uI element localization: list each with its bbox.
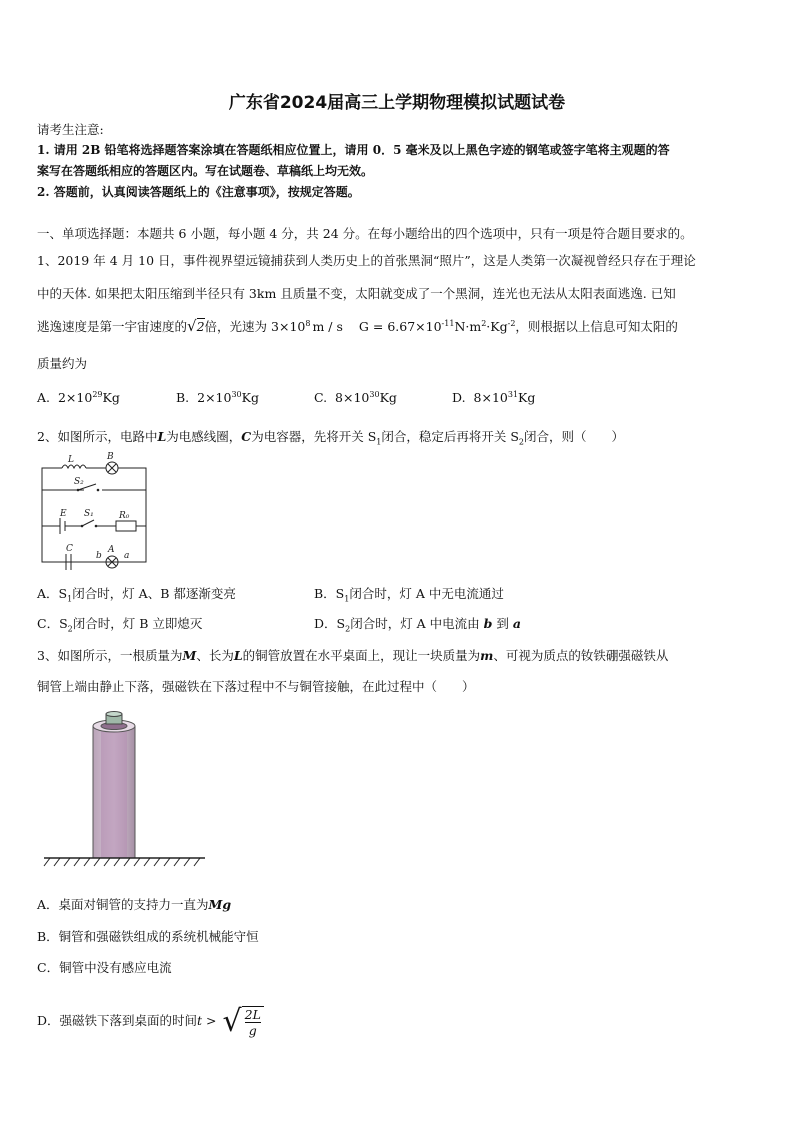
sqrt-fraction: √ $\frac{2L}{g}$ [223, 1004, 264, 1039]
label-c: C [66, 544, 73, 554]
q1-line-3: 逃逸速度是第一宇宙速度的√2倍，光速为 $3\times 10^8$ m / s $G = 6.67\times 10^{-11}N\cdot m^2\cdot Kg^{-2}$，则根据以上信息可知太阳的 [37, 317, 678, 335]
q2-stem: 2、如图所示，电路中L为电感线圈，C为电容器，先将开关 $S_1$闭合，稳定后再将开关 $S_2$闭合，则（ ） [37, 429, 625, 447]
q3-line-1: 3、如图所示，一根质量为M、长为L的铜管放置在水平桌面上，现让一块质量为m、可视为质点的钕铁硼强磁铁从 [37, 648, 669, 663]
sqrt-symbol: √ [187, 317, 197, 335]
light-speed: $3\times 10^8$ m / s [271, 318, 343, 334]
label-l: L [68, 455, 74, 465]
label-b-lower: b [96, 551, 102, 561]
q1-line-4: 质量约为 [37, 356, 88, 371]
notice-item-1-cont: 案写在答题纸相应的答题区内。写在试题卷、草稿纸上均无效。 [37, 164, 374, 178]
sqrt-2: 2 [196, 319, 205, 334]
circuit-diagram [38, 450, 153, 575]
notice-heading: 请考生注意: [37, 122, 104, 137]
label-e: E [60, 509, 67, 519]
q2-option-c: C．$S_2$闭合时，灯 B 立即熄灭 [37, 616, 203, 634]
q1-option-b: B. $2\times 10^{30}Kg$ [176, 390, 259, 406]
copper-tube-figure [40, 708, 210, 873]
q2-option-b: B．$S_1$闭合时，灯 A 中无电流通过 [314, 586, 504, 604]
page-title: 广东省2024届高三上学期物理模拟试题试卷 [228, 93, 566, 113]
label-b: B [107, 452, 114, 462]
section-heading: 一、单项选择题：本题共 6 小题，每小题 4 分，共 24 分。在每小题给出的四个选项中，只有一项是符合题目要求的。 [37, 226, 693, 241]
label-a-lamp: A [108, 545, 115, 555]
q3-option-b: B．铜管和强磁铁组成的系统机械能守恒 [37, 929, 259, 944]
q3-option-d: D．强磁铁下落到桌面的时间t > √ $\frac{2L}{g}$ [37, 1004, 264, 1039]
q1-line-1: 1、2019 年 4 月 10 日，事件视界望远镜捕获到人类历史上的首张黑洞“照片”，这是人类第一次凝视曾经只存在于理论 [37, 253, 696, 268]
notice-item-1: 1. 请用 2B 铅笔将选择题答案涂填在答题纸相应位置上，请用 0．5 毫米及以上黑色字迹的钢笔或签字笔将主观题的答 [37, 143, 670, 157]
q2-option-d: D．$S_2$闭合时，灯 A 中电流由 b 到 a [314, 616, 521, 634]
label-a-lower: a [124, 551, 130, 561]
q1-option-c: C. $8\times 10^{30}Kg$ [314, 390, 397, 406]
q1-line-2: 中的天体. 如果把太阳压缩到半径只有 3km 且质量不变，太阳就变成了一个黑洞，连光也无法从太阳表面逃逸. 已知 [37, 286, 676, 301]
q3-line-2: 铜管上端由静止下落，强磁铁在下落过程中不与铜管接触，在此过程中（ ） [37, 679, 475, 694]
q3-option-c: C．铜管中没有感应电流 [37, 960, 172, 975]
q1-option-d: D. $8\times 10^{31}Kg$ [452, 390, 536, 406]
inductor-coil [62, 465, 86, 468]
tube-inner [101, 730, 127, 858]
gravitational-constant: $G = 6.67\times 10^{-11}N\cdot m^2\cdot Kg^{-2}$ [358, 318, 516, 334]
q2-option-a: A．$S_1$闭合时，灯 A、B 都逐渐变亮 [37, 586, 236, 604]
label-s2: S₂ [74, 477, 84, 487]
label-s1: S₁ [84, 509, 94, 519]
q3-option-a: A．桌面对铜管的支持力一直为Mg [37, 897, 232, 912]
q1-option-a: A. $2\times 10^{29}Kg$ [37, 390, 120, 406]
resistor-r0 [116, 521, 136, 531]
notice-item-2: 2. 答题前，认真阅读答题纸上的《注意事项》，按规定答题。 [37, 185, 360, 199]
label-r0: R₀ [119, 511, 130, 521]
